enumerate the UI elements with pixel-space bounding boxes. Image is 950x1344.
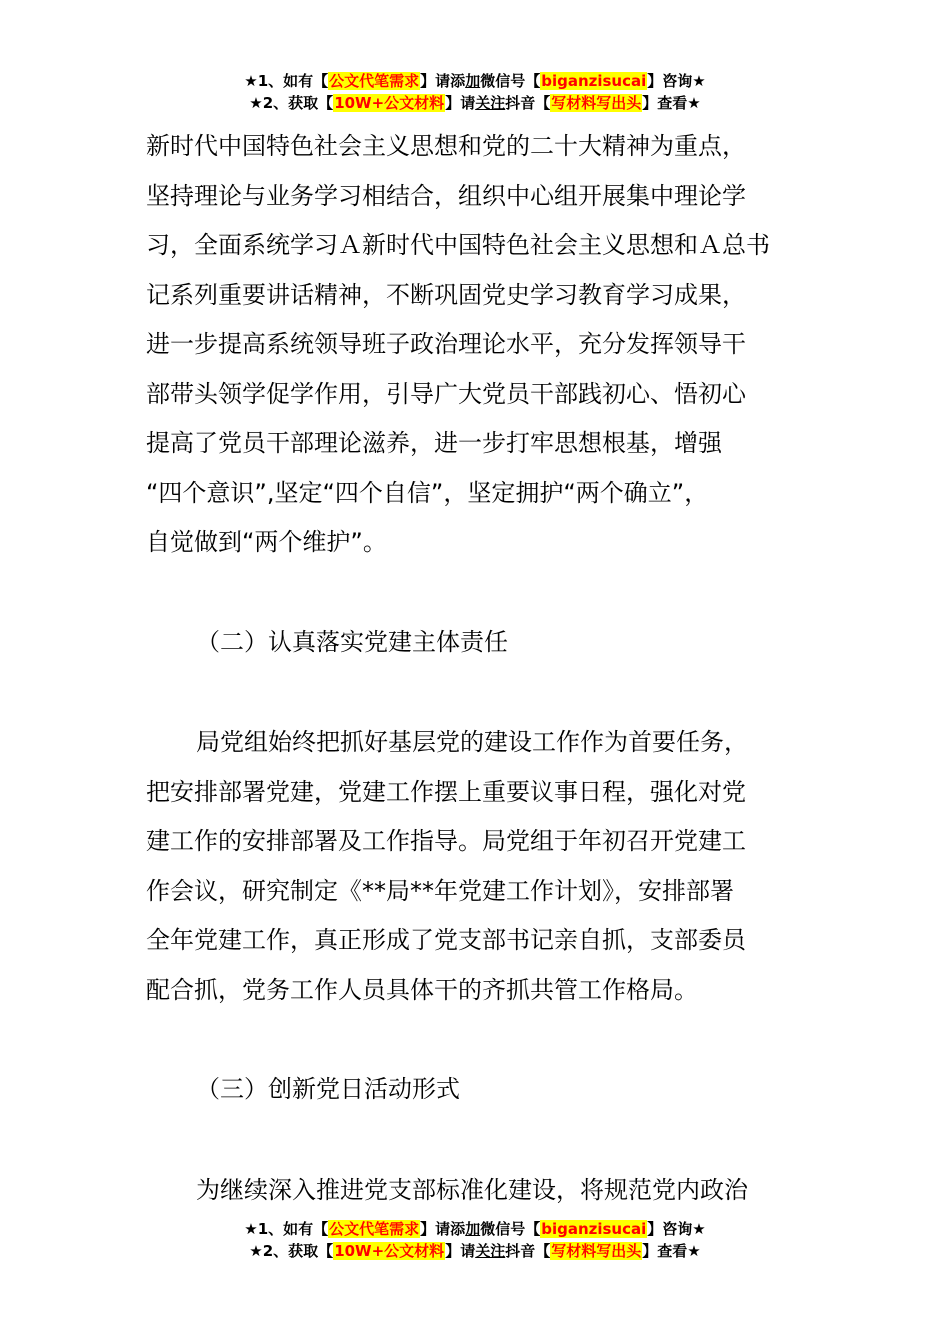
paragraph-line: 进一步提高系统领导班子政治理论水平，充分发挥领导干: [146, 330, 746, 358]
footer-banner-line-1: ★1、如有【公文代笔需求】请添加微信号【biganzisucai】咨询★: [244, 1220, 706, 1238]
paragraph-line: 建工作的安排部署及工作指导。局党组于年初召开党建工: [146, 827, 746, 855]
header-banner-line-2: ★2、获取【10W+公文材料】请关注抖音【写材料写出头】查看★: [249, 94, 701, 112]
paragraph-line: 全年党建工作，真正形成了党支部书记亲自抓，支部委员: [146, 926, 746, 954]
section-heading-2: （二）认真落实党建主体责任: [196, 628, 508, 656]
highlight-service: 公文代笔需求: [329, 1220, 420, 1238]
paragraph-line: 为继续深入推进党支部标准化建设，将规范党内政治: [196, 1176, 748, 1204]
highlight-service: 公文代笔需求: [329, 72, 420, 90]
paragraph-line: 配合抓，党务工作人员具体干的齐抓共管工作格局。: [146, 975, 698, 1004]
paragraph-line: 新时代中国特色社会主义思想和党的二十大精神为重点，: [146, 132, 746, 160]
paragraph-line: 记系列重要讲话精神，不断巩固党史学习教育学习成果，: [146, 280, 746, 309]
paragraph-line: 习，全面系统学习Ａ新时代中国特色社会主义思想和Ａ总书: [146, 231, 770, 259]
highlight-wechat-id: biganzisucai: [541, 1220, 647, 1238]
footer-banner-line-2: ★2、获取【10W+公文材料】请关注抖音【写材料写出头】查看★: [249, 1242, 701, 1260]
paragraph-line: 部带头领学促学作用，引导广大党员干部践初心、悟初心: [146, 379, 746, 408]
paragraph-line: “四个意识”,坚定“四个自信”，坚定拥护“两个确立”，: [146, 478, 709, 507]
footer-banner: [0, 1218, 950, 1262]
paragraph-line: 把安排部署党建，党建工作摆上重要议事日程，强化对党: [146, 777, 746, 806]
header-banner: [0, 70, 950, 114]
highlight-wechat-id: biganzisucai: [541, 72, 647, 90]
highlight-materials: 10W+公文材料: [334, 1242, 445, 1260]
highlight-materials: 10W+公文材料: [334, 94, 445, 112]
paragraph-1: [146, 122, 816, 568]
paragraph-2: [146, 718, 816, 1015]
section-heading-3: （三）创新党日活动形式: [196, 1075, 460, 1103]
highlight-douyin-account: 写材料写出头: [551, 94, 642, 112]
header-banner-line-1: ★1、如有【公文代笔需求】请添加微信号【biganzisucai】咨询★: [244, 72, 706, 90]
paragraph-line: 提高了党员干部理论滋养，进一步打牢思想根基，增强: [146, 429, 722, 457]
highlight-douyin-account: 写材料写出头: [551, 1242, 642, 1260]
paragraph-line: 坚持理论与业务学习相结合，组织中心组开展集中理论学: [146, 181, 746, 210]
paragraph-line: 局党组始终把抓好基层党的建设工作作为首要任务，: [196, 728, 748, 756]
paragraph-line: 自觉做到“两个维护”。: [146, 528, 387, 556]
paragraph-line: 作会议，研究制定《**局**年党建工作计划》，安排部署: [146, 876, 734, 905]
paragraph-3: [146, 1166, 816, 1216]
